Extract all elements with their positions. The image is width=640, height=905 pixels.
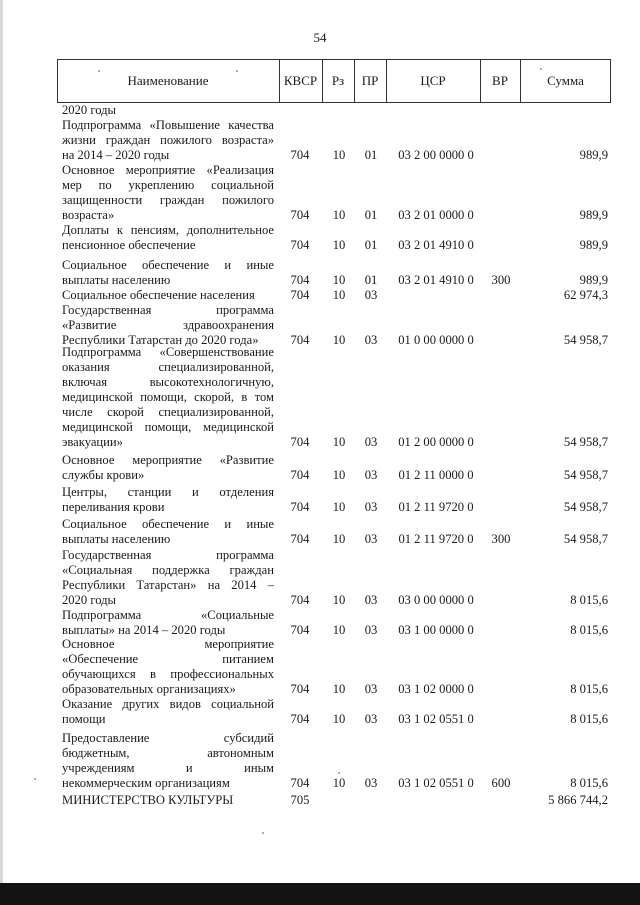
- row-name-line: службы крови»: [62, 468, 145, 482]
- row-rz: 10: [332, 593, 346, 607]
- row-csr: 01 2 11 9720 0: [398, 532, 474, 546]
- table-row: [0, 345, 640, 450]
- row-sum: 8 015,6: [570, 776, 608, 790]
- scan-speck: [540, 68, 542, 70]
- row-kvsr: 705: [290, 793, 310, 807]
- row-kvsr: 704: [290, 208, 310, 222]
- row-kvsr: 704: [290, 273, 310, 287]
- table-row: [0, 223, 640, 253]
- table-row: [0, 118, 640, 163]
- row-kvsr: 704: [290, 712, 310, 726]
- row-csr: 03 0 00 0000 0: [398, 593, 474, 607]
- row-name-line: Государственная программа: [62, 303, 274, 317]
- row-vr: 300: [491, 273, 511, 287]
- row-name-line: возраста»: [62, 208, 115, 222]
- table-row: [0, 548, 640, 608]
- row-csr: 01 2 11 9720 0: [398, 500, 474, 514]
- row-name-line: Республики Татарстан до 2020 года»: [62, 333, 259, 347]
- row-sum: 8 015,6: [570, 682, 608, 696]
- table-row: [0, 517, 640, 547]
- row-sum: 989,9: [579, 238, 608, 252]
- row-rz: 10: [332, 288, 346, 302]
- row-csr: 03 2 01 4910 0: [398, 273, 474, 287]
- row-pr: 03: [364, 333, 378, 347]
- row-pr: 03: [364, 435, 378, 449]
- row-pr: 03: [364, 623, 378, 637]
- row-name-line: Социальное обеспечение и иные: [62, 258, 274, 272]
- scan-speck: [34, 778, 36, 780]
- table-row: [0, 103, 640, 118]
- row-name: [62, 163, 274, 223]
- table-row: [0, 485, 640, 515]
- row-sum: 54 958,7: [563, 435, 608, 449]
- header-vr: ВР: [492, 73, 508, 88]
- row-name-line: медицинской помощи, медицинской: [62, 420, 274, 434]
- row-rz: 10: [332, 712, 346, 726]
- row-kvsr: 704: [290, 532, 310, 546]
- row-name: [62, 303, 274, 348]
- row-pr: 03: [364, 500, 378, 514]
- row-rz: 10: [332, 682, 346, 696]
- row-name-line: Подпрограмма «Повышение качества: [62, 118, 274, 132]
- row-name-line: Основное мероприятие: [62, 637, 274, 651]
- row-name-line: Оказание других видов социальной: [62, 697, 274, 711]
- table-row: [0, 258, 640, 288]
- header-sum: Сумма: [547, 73, 584, 88]
- row-pr: 01: [364, 238, 378, 252]
- row-pr: 01: [364, 208, 378, 222]
- row-kvsr: 704: [290, 593, 310, 607]
- row-name-line: пенсионное обеспечение: [62, 238, 196, 252]
- row-name: [62, 223, 274, 253]
- row-pr: 03: [364, 682, 378, 696]
- row-rz: 10: [332, 500, 346, 514]
- row-pr: 01: [364, 148, 378, 162]
- row-csr: 03 1 00 0000 0: [398, 623, 474, 637]
- row-rz: 10: [332, 333, 346, 347]
- row-name: [62, 345, 274, 450]
- scan-speck: [262, 832, 264, 834]
- row-name-line: МИНИСТЕРСТВО КУЛЬТУРЫ: [62, 793, 234, 807]
- row-kvsr: 704: [290, 333, 310, 347]
- row-kvsr: 704: [290, 238, 310, 252]
- row-name-line: Социальное обеспечение населения: [62, 288, 255, 302]
- row-name-line: жизни граждан пожилого возраста»: [62, 133, 274, 147]
- row-pr: 03: [364, 776, 378, 790]
- row-csr: 03 1 02 0000 0: [398, 682, 474, 696]
- row-name: [62, 485, 274, 515]
- header-rz: Рз: [331, 73, 345, 88]
- row-name-line: Подпрограмма «Социальные: [62, 608, 274, 622]
- table-row: [0, 608, 640, 638]
- scan-bottom-border: [0, 883, 640, 905]
- row-name-line: Предоставление субсидий: [62, 731, 274, 745]
- row-name: [62, 288, 274, 303]
- row-sum: 8 015,6: [570, 593, 608, 607]
- row-rz: 10: [332, 273, 346, 287]
- row-name: [62, 453, 274, 483]
- row-pr: 03: [364, 468, 378, 482]
- row-name-line: помощи: [62, 712, 106, 726]
- row-name-line: бюджетным, автономным: [62, 746, 274, 760]
- row-pr: 03: [364, 288, 378, 302]
- row-name-line: включая высокотехнологичную,: [62, 375, 274, 389]
- row-sum: 62 974,3: [563, 288, 608, 302]
- row-vr: 300: [491, 532, 511, 546]
- header-csr: ЦСР: [420, 73, 446, 88]
- row-kvsr: 704: [290, 288, 310, 302]
- row-pr: 03: [364, 532, 378, 546]
- row-name: [62, 637, 274, 697]
- row-sum: 989,9: [579, 208, 608, 222]
- row-pr: 03: [364, 712, 378, 726]
- row-name-line: переливания крови: [62, 500, 165, 514]
- row-rz: 10: [332, 776, 346, 790]
- scan-speck: [338, 772, 340, 774]
- row-csr: 03 1 02 0551 0: [398, 776, 474, 790]
- row-rz: 10: [332, 468, 346, 482]
- table-row: [0, 288, 640, 303]
- row-name: [62, 731, 274, 791]
- row-name: [62, 118, 274, 163]
- row-csr: 03 2 01 0000 0: [398, 208, 474, 222]
- table-row: [0, 637, 640, 697]
- row-sum: 8 015,6: [570, 712, 608, 726]
- row-name-line: Подпрограмма «Совершенствование: [62, 345, 274, 359]
- table-row: [0, 697, 640, 727]
- row-name-line: оказания специализированной,: [62, 360, 274, 374]
- row-name-line: на 2014 – 2020 годы: [62, 148, 170, 162]
- row-name-line: «Социальная поддержка граждан: [62, 563, 274, 577]
- row-sum: 54 958,7: [563, 333, 608, 347]
- table-row: [0, 163, 640, 223]
- row-name-line: «Развитие здравоохранения: [62, 318, 274, 332]
- row-sum: 54 958,7: [563, 468, 608, 482]
- row-kvsr: 704: [290, 468, 310, 482]
- row-sum: 989,9: [579, 148, 608, 162]
- row-rz: 10: [332, 532, 346, 546]
- row-rz: 10: [332, 435, 346, 449]
- row-name-line: числе скорой специализированной,: [62, 405, 274, 419]
- row-name-line: Основное мероприятие «Развитие: [62, 453, 274, 467]
- row-name: [62, 608, 274, 638]
- row-name-line: Основное мероприятие «Реализация: [62, 163, 274, 177]
- row-name-line: эвакуации»: [62, 435, 123, 449]
- table-row: [0, 793, 640, 808]
- table-row: [0, 453, 640, 483]
- row-name: [62, 548, 274, 608]
- row-kvsr: 704: [290, 500, 310, 514]
- row-kvsr: 704: [290, 682, 310, 696]
- row-csr: 03 1 02 0551 0: [398, 712, 474, 726]
- row-name-line: защищенности граждан пожилого: [62, 193, 274, 207]
- header-name: Наименование: [127, 73, 209, 88]
- row-name-line: «Обеспечение питанием: [62, 652, 274, 666]
- row-kvsr: 704: [290, 435, 310, 449]
- row-name-line: выплаты населению: [62, 532, 171, 546]
- scan-speck: [236, 70, 238, 72]
- row-sum: 8 015,6: [570, 623, 608, 637]
- row-rz: 10: [332, 238, 346, 252]
- row-name: [62, 258, 274, 288]
- row-name: [62, 793, 274, 808]
- row-csr: 03 2 00 0000 0: [398, 148, 474, 162]
- page-number: 54: [313, 30, 327, 45]
- row-vr: 600: [491, 776, 511, 790]
- table-row: [0, 731, 640, 791]
- row-sum: 989,9: [579, 273, 608, 287]
- row-csr: 01 2 00 0000 0: [398, 435, 474, 449]
- row-pr: 03: [364, 593, 378, 607]
- row-rz: 10: [332, 148, 346, 162]
- header-kvsr: КВСР: [283, 73, 318, 88]
- row-name-line: Доплаты к пенсиям, дополнительное: [62, 223, 274, 237]
- table-row: [0, 303, 640, 348]
- row-name-line: Социальное обеспечение и иные: [62, 517, 274, 531]
- row-name-line: медицинской помощи, скорой, в том: [62, 390, 274, 404]
- row-name: [62, 517, 274, 547]
- row-kvsr: 704: [290, 148, 310, 162]
- scan-speck: [98, 70, 100, 72]
- row-name: [62, 103, 274, 118]
- header-pr: ПР: [361, 73, 379, 88]
- row-name-line: выплаты» на 2014 – 2020 годы: [62, 623, 226, 637]
- row-name-line: 2020 годы: [62, 593, 116, 607]
- row-rz: 10: [332, 623, 346, 637]
- row-sum: 54 958,7: [563, 532, 608, 546]
- row-sum: 54 958,7: [563, 500, 608, 514]
- row-name-line: мер по укреплению социальной: [62, 178, 274, 192]
- row-csr: 01 2 11 0000 0: [398, 468, 474, 482]
- row-csr: 01 0 00 0000 0: [398, 333, 474, 347]
- row-name-line: Республики Татарстан» на 2014 –: [62, 578, 274, 592]
- row-csr: 03 2 01 4910 0: [398, 238, 474, 252]
- row-name-line: образовательных организациях»: [62, 682, 236, 696]
- row-pr: 01: [364, 273, 378, 287]
- row-name: [62, 697, 274, 727]
- row-kvsr: 704: [290, 623, 310, 637]
- row-name-line: учреждениям и иным: [62, 761, 274, 775]
- row-name-line: Государственная программа: [62, 548, 274, 562]
- row-name-line: Центры, станции и отделения: [62, 485, 274, 499]
- row-name-line: 2020 годы: [62, 103, 116, 117]
- row-kvsr: 704: [290, 776, 310, 790]
- row-rz: 10: [332, 208, 346, 222]
- row-name-line: некоммерческим организациям: [62, 776, 230, 790]
- row-name-line: обучающихся в профессиональных: [62, 667, 274, 681]
- row-name-line: выплаты населению: [62, 273, 171, 287]
- row-sum: 5 866 744,2: [548, 793, 608, 807]
